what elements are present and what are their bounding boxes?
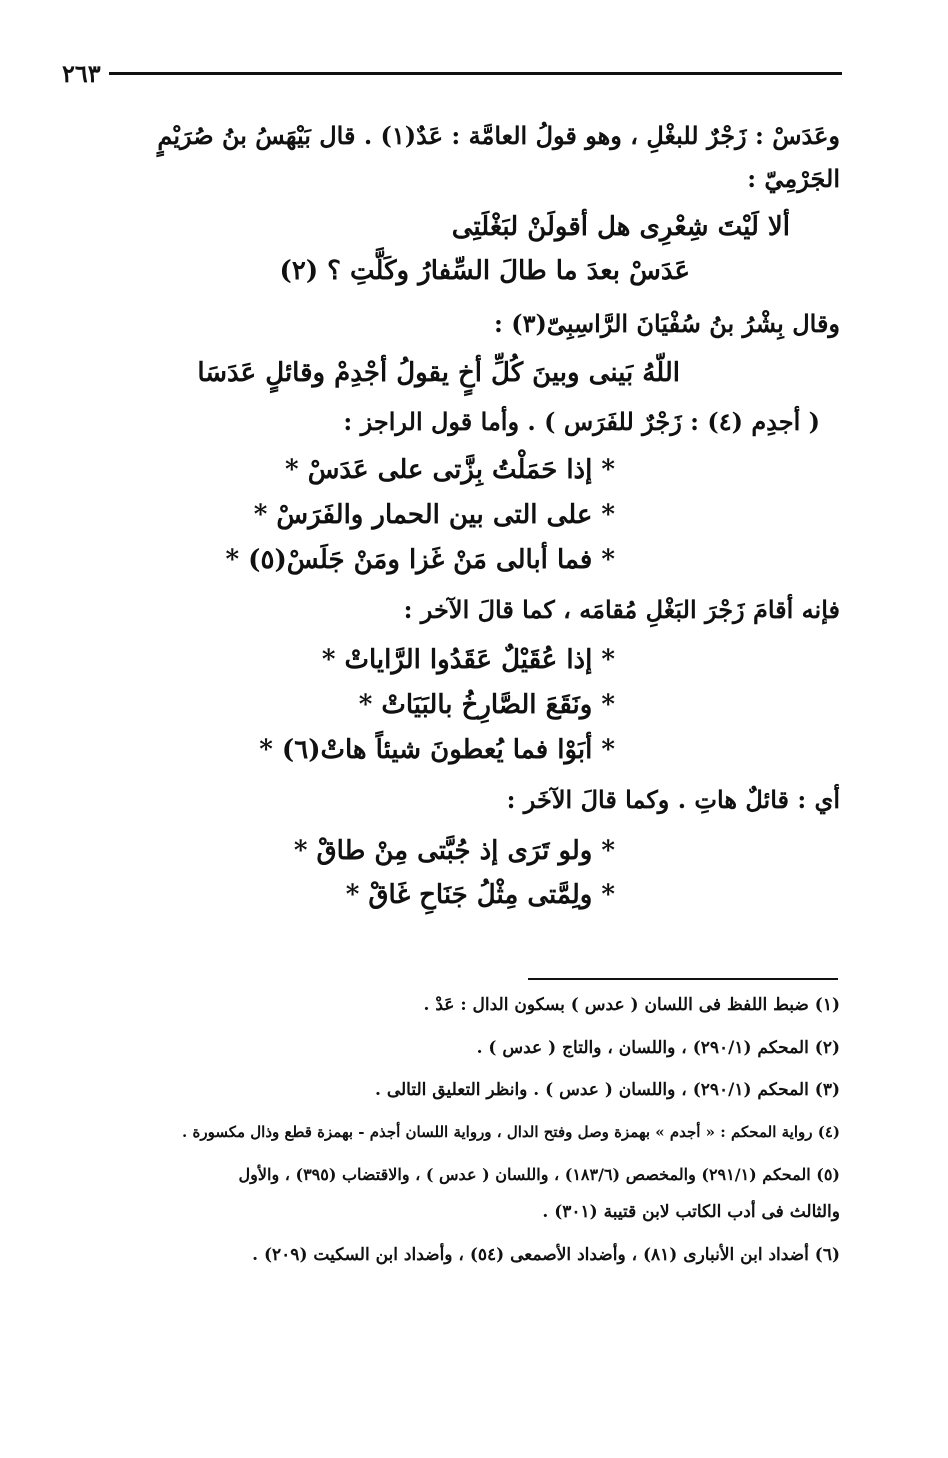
paragraph-line: ( أجدِم (٤) : زَجْرٌ للفَرَس ) . وأما قول الراجز : [343,407,820,436]
footnote: (١) ضبط اللفظ فى اللسان ( عدس ) بسكون الدال : عَدْ . [423,995,840,1015]
rajaz-line: * أبَوْا فما يُعطونَ شيئاً هاتْ(٦) * [259,735,615,765]
paragraph-line: الجَرْمِيّ : [747,164,840,193]
rajaz-line: * ونَقَعَ الصَّارِخُ بالبَيَاتْ * [358,690,615,720]
paragraph-line: فإنه أقامَ زَجْرَ البَغْلِ مُقامَه ، كما قالَ الآخر : [403,595,840,624]
rajaz-line: * إذا عُقَيْلٌ عَقَدُوا الرَّاياتْ * [321,645,615,675]
rajaz-line: * ولو تَرَى إذ جُبَّتى مِنْ طاقْ * [293,836,615,866]
paragraph-line: وقال بِشْرُ بنُ سُفْيَانَ الرَّاسِبِىّ(٣) : [493,309,840,338]
paragraph-line: وعَدَسْ : زَجْرٌ للبغْلِ ، وهو قولُ العامَّة : عَدٌ(١) . قال بَيْهَسُ بنُ صُرَيْمٍ [157,121,840,150]
verse-line: اللّهُ بَينى وبينَ كُلِّ أخٍ يقولُ أجْدِمْ وقائلٍ عَدَسَا [197,358,680,388]
footnote: (٢) المحكم (٢٩٠/١) ، واللسان ، والتاج ( عدس ) . [476,1038,840,1058]
footnote: (٦) أضداد ابن الأنبارى (٨١) ، وأضداد الأصمعى (٥٤) ، وأضداد ابن السكيت (٢٠٩) . [252,1245,840,1265]
rajaz-line: * على التى بين الحمار والفَرَسْ * [253,500,615,530]
paragraph-line: أي : قائلٌ هاتِ . وكما قالَ الآخَر : [506,785,840,814]
footnote: (٤) رواية المحكم : « أجدم » بهمزة وصل وفتح الدال ، ورواية اللسان أجذم - بهمزة قطع وذال مكسورة . [182,1123,840,1141]
footnote: (٣) المحكم (٢٩٠/١) ، واللسان ( عدس ) . وانظر التعليق التالى . [374,1080,840,1100]
verse-hemistich: ألا لَيْتَ شِعْرِى هل أقولَنْ لبَغْلَتِى [451,212,790,242]
footnote-rule [528,978,838,980]
page-number: ٢٦٣ [62,58,101,88]
verse-hemistich: عَدَسْ بعدَ ما طالَ السِّفارُ وكَلَّتِ ؟ (٢) [279,256,690,286]
main-text [40,0,840,960]
rajaz-line: * إذا حَمَلْتُ بِزَّتى على عَدَسْ * [285,455,615,485]
rajaz-line: * ولِمَّتى مِثْلُ جَنَاحِ غَاقْ * [345,880,615,910]
rajaz-line: * فما أبالى مَنْ غَزا ومَنْ جَلَسْ(٥) * [225,545,615,575]
footnote: (٥) المحكم (٢٩١/١) والمخصص (١٨٣/٦) ، واللسان ( عدس ) ، والاقتضاب (٣٩٥) ، والأول [238,1165,840,1184]
footnote-continuation: والثالث فى أدب الكاتب لابن قتيبة (٣٠١) . [542,1202,840,1222]
